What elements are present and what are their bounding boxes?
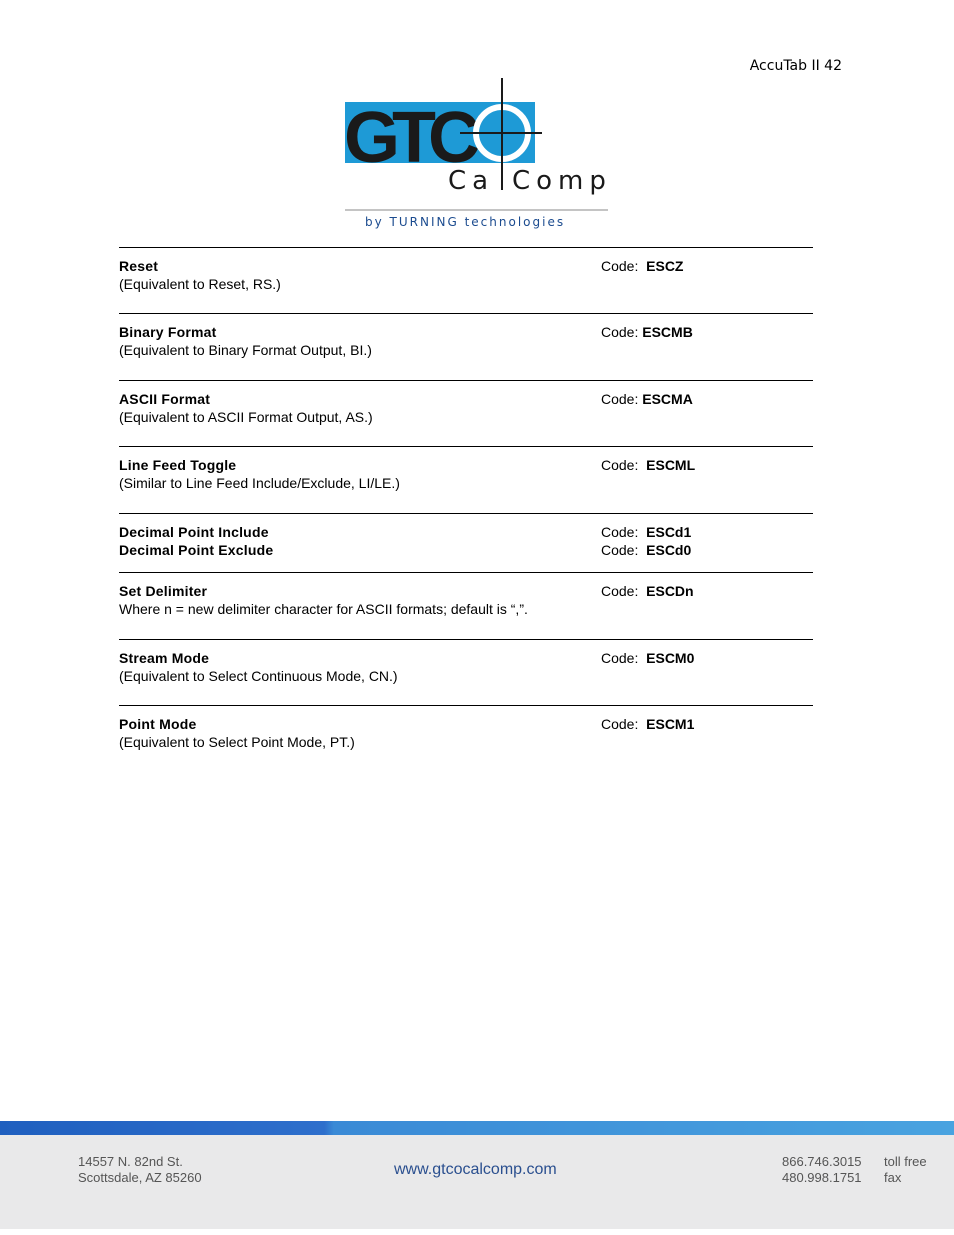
command-description: (Equivalent to ASCII Format Output, AS.) — [119, 409, 373, 425]
command-title: Binary Format — [119, 324, 217, 340]
command-row-stream-mode — [119, 639, 813, 705]
page-footer — [0, 1121, 954, 1229]
footer-phone-labels — [884, 1154, 927, 1186]
command-row-binary-format — [119, 313, 813, 380]
svg-text:GTC: GTC — [344, 98, 472, 178]
command-description: (Similar to Line Feed Include/Exclude, LI/LE.) — [119, 475, 400, 491]
command-title: Stream Mode — [119, 650, 210, 666]
command-row-set-delimiter — [119, 572, 813, 639]
command-code: Code: ESCM1 — [601, 716, 695, 732]
command-code: Code: ESCd0 — [601, 542, 692, 558]
command-code: Code: ESCZ — [601, 258, 684, 274]
logo-brand-right: Comp — [512, 166, 612, 196]
logo-tagline: by TURNING technologies — [365, 215, 566, 229]
command-title: ASCII Format — [119, 391, 211, 407]
page-number: AccuTab II 42 — [749, 58, 842, 74]
address-line: Scottsdale, AZ 85260 — [78, 1170, 202, 1185]
command-code: Code: ESCMB — [601, 324, 693, 340]
command-description: (Equivalent to Select Continuous Mode, CN.) — [119, 668, 398, 684]
command-row-decimal-point — [119, 513, 813, 572]
command-title: Set Delimiter — [119, 583, 208, 599]
command-code: Code: ESCML — [601, 457, 696, 473]
command-description: (Equivalent to Binary Format Output, BI.) — [119, 342, 372, 358]
command-description: (Equivalent to Reset, RS.) — [119, 276, 281, 292]
command-title: Decimal Point Exclude — [119, 542, 274, 558]
command-row-point-mode — [119, 705, 813, 765]
logo-brand-left: Ca — [448, 166, 495, 196]
command-title: Reset — [119, 258, 159, 274]
gtco-calcomp-logo — [340, 78, 620, 233]
command-code: Code: ESCd1 — [601, 524, 692, 540]
command-title: Point Mode — [119, 716, 197, 732]
command-table — [119, 247, 813, 765]
command-code: Code: ESCM0 — [601, 650, 695, 666]
footer-phone-numbers — [782, 1154, 862, 1186]
command-row-reset — [119, 247, 813, 313]
phone-fax: 480.998.1751 — [782, 1170, 862, 1185]
command-code: Code: ESCMA — [601, 391, 693, 407]
command-description: (Equivalent to Select Point Mode, PT.) — [119, 734, 355, 750]
phone-toll-free: 866.746.3015 — [782, 1154, 862, 1169]
command-description: Where n = new delimiter character for ASCII formats; default is “,”. — [119, 601, 528, 617]
fax-label: fax — [884, 1170, 902, 1185]
address-line: 14557 N. 82nd St. — [78, 1154, 183, 1169]
command-title: Line Feed Toggle — [119, 457, 237, 473]
command-row-ascii-format — [119, 380, 813, 446]
website-link[interactable]: www.gtcocalcomp.com — [394, 1161, 557, 1178]
footer-color-bar — [0, 1121, 954, 1135]
toll-free-label: toll free — [884, 1154, 927, 1169]
command-row-line-feed-toggle — [119, 446, 813, 513]
command-title: Decimal Point Include — [119, 524, 269, 540]
command-code: Code: ESCDn — [601, 583, 694, 599]
footer-address — [78, 1154, 202, 1186]
